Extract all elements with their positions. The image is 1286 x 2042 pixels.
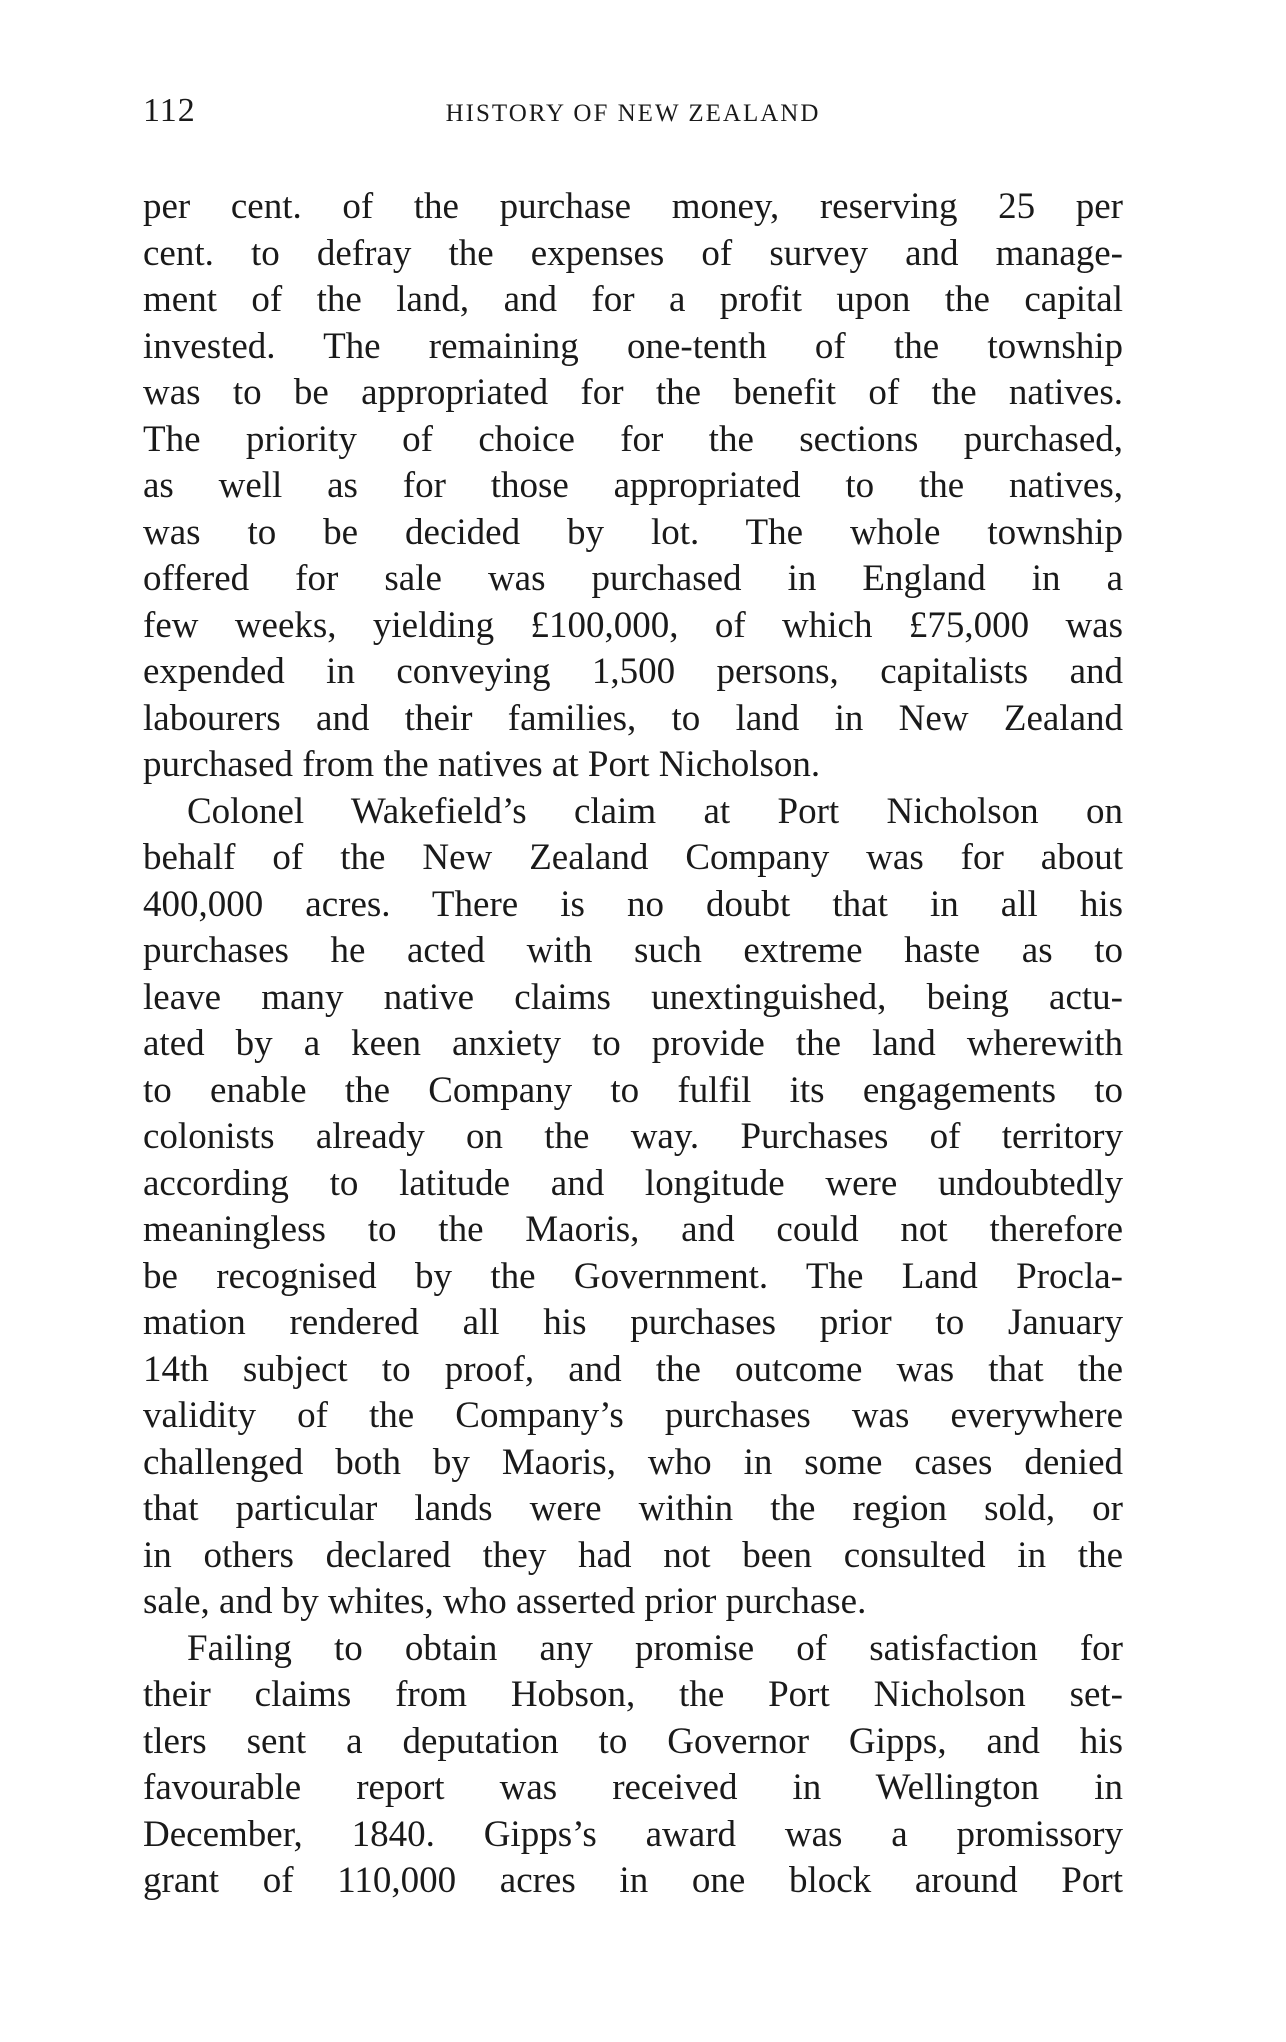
text-line: Colonel Wakefield’s claim at Port Nicholson on	[187, 790, 1123, 832]
book-page	[143, 92, 1123, 1905]
text-line: in others declared they had not been consulted in the	[143, 1534, 1123, 1576]
text-line: purchased from the natives at Port Nicholson.	[143, 744, 821, 785]
paragraph	[143, 1626, 1123, 1905]
text-line: their claims from Hobson, the Port Nicholson set-	[143, 1674, 1123, 1715]
text-line: invested. The remaining one-tenth of the township	[143, 325, 1123, 367]
text-line: colonists already on the way. Purchases of territory	[143, 1116, 1123, 1157]
text-line: challenged both by Maoris, who in some cases denied	[143, 1441, 1123, 1483]
text-line: The priority of choice for the sections purchased,	[143, 418, 1123, 460]
text-line: 14th subject to proof, and the outcome was that the	[143, 1348, 1123, 1390]
text-line: favourable report was received in Wellington in	[143, 1767, 1123, 1808]
text-line: few weeks, yielding £100,000, of which £75,000 was	[143, 604, 1123, 646]
text-line: expended in conveying 1,500 persons, capitalists and	[143, 651, 1123, 692]
text-line: mation rendered all his purchases prior to January	[143, 1302, 1123, 1343]
running-head	[143, 92, 1123, 142]
text-line: ated by a keen anxiety to provide the land wherewith	[143, 1023, 1123, 1064]
running-title: HISTORY OF NEW ZEALAND	[445, 100, 821, 127]
body-text	[143, 184, 1123, 1905]
text-line: was to be appropriated for the benefit of the natives.	[143, 372, 1123, 413]
text-line: ment of the land, and for a profit upon the capital	[143, 279, 1123, 320]
text-line: cent. to defray the expenses of survey and manage-	[143, 232, 1123, 274]
text-line: December, 1840. Gipps’s award was a promissory	[143, 1813, 1123, 1855]
text-line: as well as for those appropriated to the natives,	[143, 465, 1123, 506]
text-line: Failing to obtain any promise of satisfaction for	[187, 1627, 1123, 1669]
paragraph	[143, 789, 1123, 1626]
text-line: 400,000 acres. There is no doubt that in all his	[143, 883, 1123, 925]
text-line: purchases he acted with such extreme haste as to	[143, 930, 1123, 971]
text-line: to enable the Company to fulfil its engagements to	[143, 1069, 1123, 1111]
text-line: offered for sale was purchased in England in a	[143, 558, 1123, 599]
page-number: 112	[143, 92, 196, 129]
text-line: sale, and by whites, who asserted prior purchase.	[143, 1581, 867, 1622]
text-line: validity of the Company’s purchases was everywhere	[143, 1395, 1123, 1436]
text-line: was to be decided by lot. The whole township	[143, 511, 1123, 553]
text-line: meaningless to the Maoris, and could not therefore	[143, 1209, 1123, 1250]
text-line: be recognised by the Government. The Land Procla-	[143, 1255, 1123, 1297]
text-line: according to latitude and longitude were undoubtedly	[143, 1162, 1123, 1204]
text-line: leave many native claims unextinguished, being actu-	[143, 976, 1123, 1018]
paragraph	[143, 184, 1123, 789]
text-line: per cent. of the purchase money, reserving 25 per	[143, 186, 1123, 227]
text-line: behalf of the New Zealand Company was for about	[143, 837, 1123, 878]
text-line: tlers sent a deputation to Governor Gipps, and his	[143, 1720, 1123, 1762]
text-line: that particular lands were within the region sold, or	[143, 1488, 1123, 1529]
text-line: labourers and their families, to land in New Zealand	[143, 697, 1123, 739]
text-line: grant of 110,000 acres in one block around Port	[143, 1860, 1123, 1901]
